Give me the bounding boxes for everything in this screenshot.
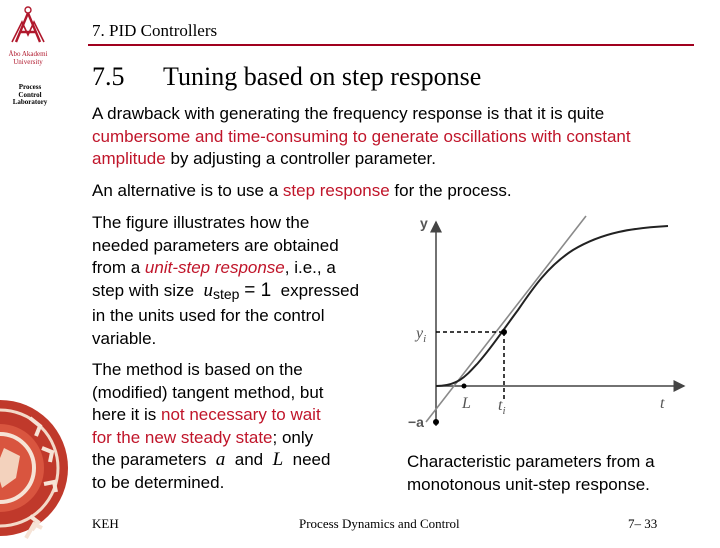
lab-line-3: Laboratory [12, 98, 48, 106]
lab-line-1: Process [18, 83, 42, 91]
para4-line-6: to be determined. [92, 472, 225, 492]
para1-line-3 [92, 148, 692, 171]
logo-line-2: University [13, 58, 43, 66]
para3-from: from a [92, 258, 145, 277]
para3-line-6: variable. [92, 328, 157, 348]
para4-steady-state: for the new steady state [92, 427, 273, 447]
para4-only: ; only [272, 427, 314, 447]
logo-line-1: Åbo Akademi [8, 50, 48, 58]
para4-line-1: The method is based on the [92, 360, 303, 379]
para2-step-response: step response [282, 181, 390, 200]
inflection-point [501, 329, 507, 335]
footer-page-number: 7– 33 [628, 516, 658, 531]
para3-line-2: needed parameters are obtained [92, 235, 339, 255]
math-L: L [272, 449, 284, 470]
para2-end: for the process. [389, 181, 512, 200]
figure-caption [407, 451, 697, 496]
paragraph-method [92, 359, 392, 494]
para3-line-1: The figure illustrates how the [92, 213, 310, 232]
sidebar [0, 0, 58, 540]
para1-rest: by adjusting a controller parameter. [165, 149, 436, 168]
lab-name [2, 84, 58, 107]
L-point [462, 384, 467, 389]
caption-line-2: monotonous unit-step response. [407, 474, 650, 494]
para4-not-necessary: not necessary to wait [160, 405, 321, 424]
lab-line-2: Control [18, 90, 42, 99]
para4-need: need [292, 450, 331, 469]
math-step-subscript: step [213, 285, 240, 302]
para4-parameters: the parameters [92, 450, 207, 469]
ti-label [498, 397, 506, 417]
para4-line-4 [92, 427, 392, 450]
para1-line-2: cumbersome and time-consuming to generate oscillations with constant [92, 126, 631, 146]
neg-a-point [433, 419, 439, 425]
para3-expressed: expressed [280, 280, 360, 300]
header-divider [88, 44, 694, 46]
neg-a-label: −a [408, 414, 424, 430]
y-axis-label: y [420, 215, 428, 231]
para2-start: An alternative is to use a [92, 181, 283, 200]
para4-here: here it is [92, 405, 161, 424]
math-a: a [215, 449, 226, 470]
university-seal-icon [0, 388, 70, 548]
para1-line-1: A drawback with generating the frequency response is that it is quite [92, 104, 605, 123]
yi-label-subscript: i [423, 333, 427, 345]
section-title: Tuning based on step response [163, 62, 482, 91]
math-u: u [203, 279, 213, 301]
page-header-title: 7. PID Controllers [92, 21, 218, 40]
tangent-line [426, 216, 586, 422]
para3-line-5: in the units used for the control [92, 306, 325, 325]
caption-line-1: Characteristic parameters from a [407, 452, 655, 471]
university-logo [3, 6, 53, 66]
para3-line-4 [92, 280, 392, 306]
footer-author: KEH [92, 516, 119, 531]
logo-emblem-icon [3, 6, 53, 44]
paragraph-alternative [92, 180, 692, 203]
para4-line-2: (modified) tangent method, but [92, 382, 324, 402]
t-axis-label: t [660, 395, 665, 412]
para3-step-with-size: step with size [92, 280, 195, 300]
para4-line-5 [92, 449, 392, 472]
para3-ie: , i.e., a [284, 258, 336, 277]
footer-course: Process Dynamics and Control [299, 516, 460, 531]
yi-label-main: y [416, 325, 424, 342]
logo-university-name [3, 50, 53, 66]
para1-amplitude: amplitude [92, 149, 166, 168]
para3-unit-step-response: unit-step response [144, 258, 285, 277]
step-response-curve [436, 226, 668, 386]
ti-label-main: t [498, 397, 503, 414]
para4-line-3 [92, 404, 392, 427]
yi-label [414, 325, 426, 345]
paragraph-figure-description [92, 212, 392, 350]
section-number: 7.5 [92, 62, 125, 91]
paragraph-drawback [92, 103, 692, 171]
ti-label-subscript: i [502, 405, 506, 417]
para4-and: and [234, 450, 264, 469]
L-label: L [462, 395, 471, 412]
para3-line-3 [92, 257, 392, 280]
math-equals-one: = 1 [244, 279, 272, 301]
step-response-figure [398, 208, 698, 443]
